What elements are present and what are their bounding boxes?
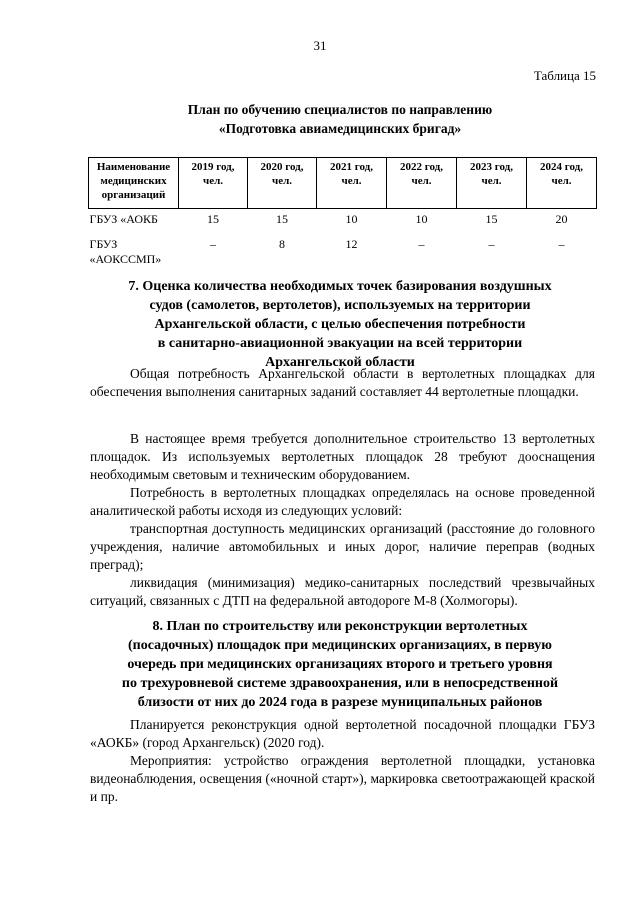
table-cell: 10	[415, 212, 428, 226]
table-cell: 15	[276, 212, 288, 226]
table-header-row	[89, 158, 597, 209]
table-cell: 15	[485, 212, 498, 226]
paragraph: Потребность в вертолетных площадках определялась на основе проведенной аналитической работы исходя из следующих условий:	[90, 485, 595, 518]
table-row	[89, 209, 597, 231]
header-2019: 2019 год, чел.	[179, 158, 248, 209]
table-cell: ГБУЗ «АОКБ	[89, 212, 158, 226]
table-cell: 12	[345, 237, 358, 251]
heading-line: Архангельской области	[265, 355, 415, 370]
table-cell: –	[210, 237, 216, 251]
heading-line: судов (самолетов, вертолетов), используемых на территории	[149, 298, 531, 313]
paragraph: Мероприятия: устройство ограждения вертолетной площадки, установка видеонаблюдения, освещения («ночной старт»), маркировка светоотражающей краской и пр.	[90, 753, 595, 804]
table-cell: –	[418, 237, 425, 251]
table-cell: 15	[207, 212, 219, 226]
page-number: 31	[313, 38, 327, 53]
table-title	[90, 100, 590, 138]
paragraph: Общая потребность Архангельской области в вертолетных площадках для обеспечения выполнения санитарных заданий составляет 44 вертолетные площадки.	[90, 366, 595, 399]
table-cell: –	[558, 237, 565, 251]
header-2024: 2024 год, чел.	[527, 158, 597, 209]
paragraph: В настоящее время требуется дополнительное строительство 13 вертолетных площадок. Из используемых вертолетных площадок 28 требуют дооснащения необходимым световым и техническим оборудованием.	[90, 431, 595, 482]
section-8-heading	[90, 617, 590, 712]
header-2021: 2021 год, чел.	[317, 158, 387, 209]
table-cell: 8	[279, 237, 285, 251]
section-7-heading	[90, 277, 590, 372]
table-cell: 20	[555, 212, 568, 226]
heading-line: 8. План по строительству или реконструкции вертолетных	[152, 619, 528, 634]
table-row	[89, 230, 597, 273]
header-organization: Наименование медицинских организаций	[89, 158, 179, 209]
heading-line: (посадочных) площадок при медицинских организациях, в первую	[128, 638, 552, 653]
heading-line: по трехуровневой системе здравоохранения, или в непосредственной	[121, 676, 559, 691]
header-2022: 2022 год, чел.	[387, 158, 457, 209]
table-cell: ГБУЗ «АОКССМП»	[89, 237, 162, 266]
header-2023: 2023 год, чел.	[457, 158, 527, 209]
table-caption: Таблица 15	[533, 68, 596, 83]
heading-line: в санитарно-авиационной эвакуации на всей территории	[157, 336, 523, 351]
table-title-line: План по обучению специалистов по направлению	[187, 102, 493, 117]
paragraph: Планируется реконструкция одной вертолетной посадочной площадки ГБУЗ «АОКБ» (город Архангельск) (2020 год).	[90, 717, 595, 750]
heading-line: близости от них до 2024 года в разрезе муниципальных районов	[137, 695, 543, 710]
table-cell: –	[488, 237, 495, 251]
heading-line: очередь при медицинских организациях второго и третьего уровня	[127, 657, 553, 672]
training-plan-table	[88, 157, 597, 273]
header-2020: 2020 год, чел.	[248, 158, 317, 209]
heading-line: Архангельской области, с целью обеспечения потребности	[154, 317, 526, 332]
heading-line: 7. Оценка количества необходимых точек базирования воздушных	[128, 279, 552, 294]
table-cell: 10	[345, 212, 358, 226]
paragraph: транспортная доступность медицинских организаций (расстояние до головного учреждения, наличие автомобильных и иных дорог, наличие переправ (водных преград);	[90, 521, 595, 572]
paragraph: ликвидация (минимизация) медико-санитарных последствий чрезвычайных ситуаций, связанных с ДТП на федеральной автодороге М-8 (Холмогоры).	[90, 575, 595, 608]
table-title-line: «Подготовка авиамедицинских бригад»	[218, 121, 462, 136]
